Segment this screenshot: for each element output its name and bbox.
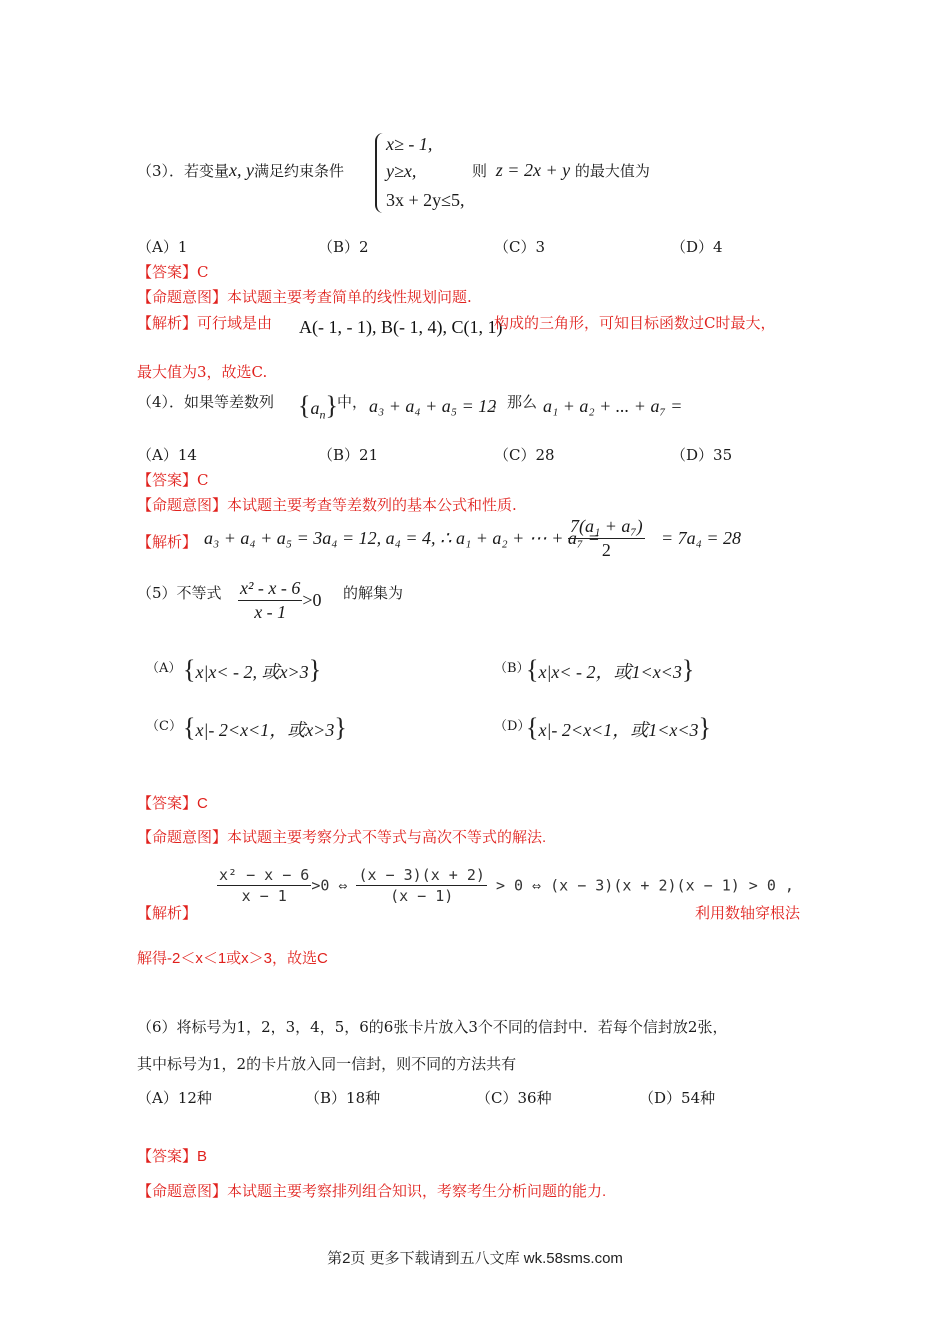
q5-solution-num2: (x − 3)(x + 2) [358, 866, 485, 884]
q5-option-d: {x|- 2<x<1，或1<x<3} [526, 713, 711, 742]
q5-option-c-label: （C） [146, 719, 182, 734]
q3-analysis-label: 【解析】可行域是由 [137, 314, 273, 332]
q5-result: 解得-2＜x＜1或x＞3，故选C [137, 950, 328, 967]
q5-option-a-label: （A） [146, 661, 182, 676]
q5-option-b: {x|x< - 2，或1<x<3} [526, 655, 695, 684]
q6-option-c: （C）36种 [476, 1089, 552, 1107]
q5-analysis-label: 【解析】 [137, 905, 198, 922]
q5-numerator: x² - x - 6 [238, 578, 302, 601]
q4-question: a₁ + a₂ + ... + a₇ = [543, 396, 683, 416]
q3-constraint-2: y≥x, [386, 161, 417, 181]
q6-stem-line2: 其中标号为1，2的卡片放入同一信封，则不同的方法共有 [137, 1055, 517, 1073]
q6-option-d: （D）54种 [639, 1089, 716, 1107]
q5-option-d-label: （D） [494, 719, 531, 734]
q6-intent: 【命题意图】本试题主要考察排列组合知识，考察考生分析问题的能力. [137, 1183, 607, 1200]
q5-solution-den1: x − 1 [241, 887, 287, 905]
q3-analysis-tail: 构成的三角形，可知目标函数过C时最大， [494, 314, 776, 332]
q6-answer: 【答案】B [137, 1148, 208, 1165]
q3-option-a: （A）1 [137, 238, 188, 256]
q5-solution-mid: >0 ⇔ [311, 876, 348, 895]
q3-analysis-line2: 最大值为3，故选C. [137, 363, 268, 381]
q3-option-c: （C）3 [494, 238, 546, 256]
page-footer: 第2页 更多下载请到五八文库 wk.58sms.com [327, 1250, 623, 1267]
q4-condition: a₃ + a₄ + a₅ = 12 [369, 396, 497, 416]
q5-stem-tail: 的解集为 [343, 584, 404, 602]
q5-solution-num1: x² − x − 6 [219, 866, 310, 884]
q4-option-b: （B）21 [318, 446, 379, 464]
q4-fraction-numerator: 7(a₁ + a₇) [568, 516, 645, 539]
q4-option-d: （D）35 [671, 446, 733, 464]
q3-constraint-brace [375, 133, 385, 213]
q4-fraction-denominator: 2 [601, 540, 611, 560]
q4-analysis-right: = 7a₄ = 28 [661, 528, 742, 548]
q5-solution-right: > 0 ⇔ (x − 3)(x + 2)(x − 1) > 0 , [495, 876, 794, 895]
q3-constraint-3: 3x + 2y≤5, [386, 190, 465, 210]
q5-method: 利用数轴穿根法 [695, 905, 801, 922]
q4-analysis-fraction [568, 516, 645, 561]
q5-inequality: $\frac{\text{x² - x - 6}}{x - 1}$ >0 [240, 578, 322, 622]
q4-sequence: $\{a_n\}$ [298, 391, 338, 422]
q6-stem-line1: （6）将标号为1，2，3，4，5，6的6张卡片放入3个不同的信封中．若每个信封放2张， [137, 1018, 728, 1036]
q5-solution-chain [217, 866, 794, 905]
q5-option-c: {x|- 2<x<1，或x>3} [183, 713, 347, 742]
q6-option-b: （B）18种 [305, 1089, 381, 1107]
q5-stem-prefix: （5）不等式 [137, 584, 222, 602]
q4-stem-prefix: （4）．如果等差数列 [137, 393, 275, 411]
q4-option-c: （C）28 [494, 446, 555, 464]
q4-intent: 【命题意图】本试题主要考查等差数列的基本公式和性质. [137, 496, 517, 514]
q5-solution-den2: (x − 1) [390, 887, 454, 905]
q3-vertices: A(- 1, - 1), B(- 1, 4), C(1, 1) [299, 317, 503, 337]
q4-stem-mid: 中， [337, 393, 368, 411]
q3-stem-prefix: （3）．若变量x, y满足约束条件 [137, 160, 345, 180]
q5-intent: 【命题意图】本试题主要考察分式不等式与高次不等式的解法. [137, 829, 547, 846]
q5-option-a: {x|x< - 2, 或x>3} [183, 655, 322, 684]
q3-option-b: （B）2 [318, 238, 369, 256]
q4-stem-then: ，那么 [492, 393, 538, 411]
q6-option-a: （A）12种 [137, 1089, 212, 1107]
q4-analysis-left: a₃ + a₄ + a₅ = 3a₄ = 12, a₄ = 4, ∴ a₁ + a₂ + ⋯ + a₇ = [204, 528, 600, 548]
q4-option-a: （A）14 [137, 446, 197, 464]
q5-option-b-label: （B） [494, 661, 530, 676]
q3-intent: 【命题意图】本试题主要考查简单的线性规划问题. [137, 288, 472, 306]
q3-constraint-1: x≥ - 1, [386, 134, 433, 154]
q3-objective: 则 z = 2x + y 的最大值为 [472, 160, 650, 180]
q3-option-d: （D）4 [671, 238, 723, 256]
q5-denominator: x - 1 [254, 602, 287, 622]
q3-answer: 【答案】C [137, 263, 209, 281]
q4-answer: 【答案】C [137, 471, 209, 489]
q4-analysis-label: 【解析】 [137, 533, 198, 551]
q5-answer: 【答案】C [137, 795, 208, 812]
